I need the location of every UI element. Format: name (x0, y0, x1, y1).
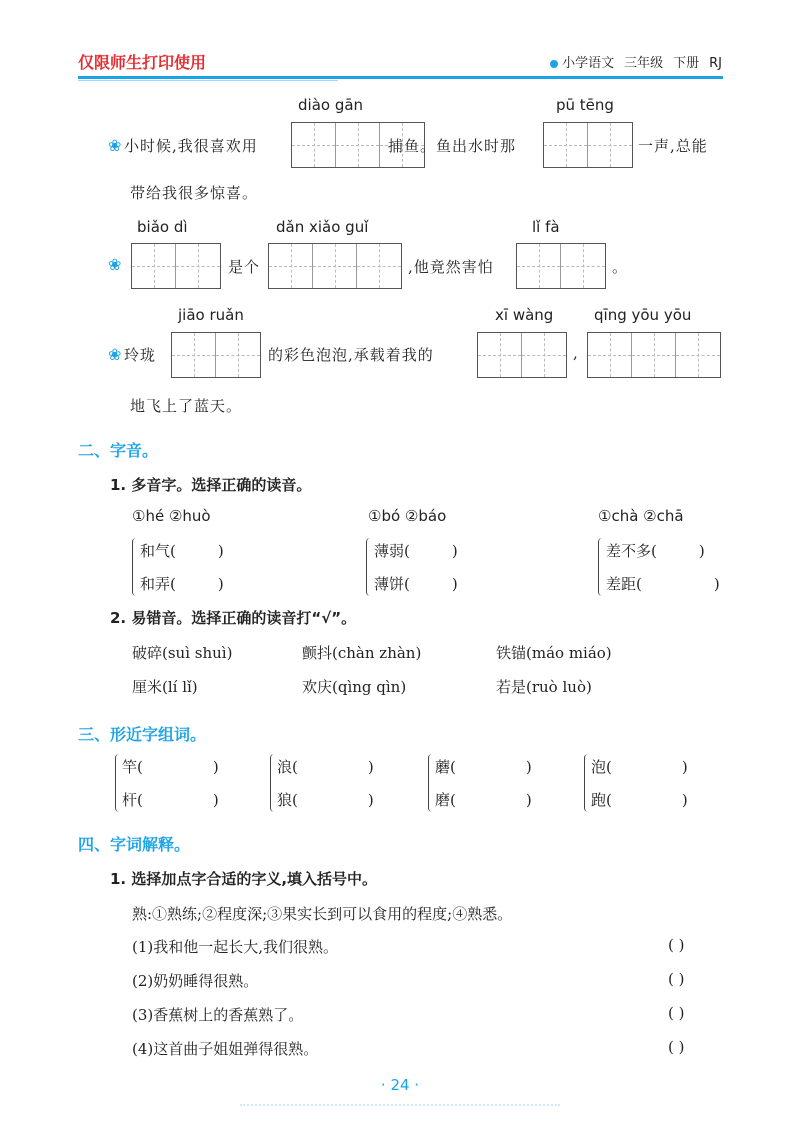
header-term: 下册 (673, 56, 700, 71)
page-number: · 24 · (380, 1076, 420, 1094)
row2-text-b: ,他竟然害怕 (408, 258, 494, 276)
brace (584, 754, 591, 812)
sentence-1: (1)我和他一起长大,我们很熟。 (132, 938, 339, 956)
bullet-icon (550, 60, 558, 68)
brace (366, 538, 373, 596)
answer-paren-4[interactable]: ( ) (668, 1038, 685, 1056)
answer-grid-puteng[interactable] (543, 122, 633, 168)
answer-grid-qingyouyou[interactable] (587, 332, 721, 378)
brace (598, 538, 605, 596)
footer-decoration (240, 1104, 560, 1110)
word-mo2: 磨( ) (435, 791, 532, 809)
header-watermark: 仅限师生打印使用 (78, 53, 207, 72)
question-2-1: 1. 多音字。选择正确的读音。 (110, 476, 312, 494)
row1-text-b: 捕鱼。鱼出水时那 (388, 137, 517, 155)
word-mo: 蘑( ) (435, 758, 532, 776)
word-baobing: 薄饼( ) (374, 575, 458, 593)
answer-paren-2[interactable]: ( ) (668, 970, 685, 988)
row1-text-a: ❀ 小时候,我很喜欢用 (108, 136, 258, 155)
row3-text-c: , (573, 344, 579, 362)
answer-grid-jiaoruan[interactable] (171, 332, 261, 378)
header-edition: RJ (709, 56, 722, 71)
row2-text-a: 是个 (228, 258, 261, 276)
header-subject: 小学语文 (562, 56, 615, 71)
sentence-3: (3)香蕉树上的香蕉熟了。 (132, 1006, 304, 1024)
item-ruoshi[interactable]: 若是(ruò luò) (496, 678, 592, 696)
pinyin-lifa: lǐ fà (532, 218, 560, 236)
brace (270, 754, 277, 812)
word-gan2: 杆( ) (122, 791, 219, 809)
pinyin-xiwang: xī wàng (495, 306, 554, 324)
item-tiemao[interactable]: 铁锚(máo miáo) (496, 644, 612, 662)
header-info (540, 52, 722, 71)
word-chabuduo: 差不多( ) (606, 542, 705, 560)
answer-paren-1[interactable]: ( ) (668, 936, 685, 954)
word-pao2: 跑( ) (591, 791, 688, 809)
header-divider-thin (78, 80, 338, 81)
header-divider (78, 76, 723, 79)
word-lang2: 狼( ) (277, 791, 374, 809)
options-group-2: ①bó ②báo (368, 507, 447, 525)
word-gan: 竿( ) (122, 758, 219, 776)
section-title-4: 四、字词解释。 (78, 835, 191, 854)
flower-icon: ❀ (108, 345, 123, 364)
flower-icon: ❀ (108, 136, 123, 155)
row3-text-a: ❀ 玲珑 (108, 345, 157, 364)
item-limi[interactable]: 厘米(lí lǐ) (132, 678, 198, 696)
pinyin-qingyouyou: qīng yōu yōu (594, 306, 692, 324)
row1-text-c: 一声,总能 (638, 137, 708, 155)
pinyin-jiaoruan: jiāo ruǎn (178, 306, 244, 324)
item-posui[interactable]: 破碎(suì shuì) (132, 644, 233, 662)
brace (132, 538, 139, 596)
word-baoruo: 薄弱( ) (374, 542, 458, 560)
answer-grid-danxiaogui[interactable] (268, 243, 402, 289)
item-chandou[interactable]: 颤抖(chàn zhàn) (302, 644, 422, 662)
section-title-3: 三、形近字组词。 (78, 725, 207, 744)
word-chaju: 差距( ) (606, 575, 720, 593)
answer-grid-lifa[interactable] (516, 243, 606, 289)
row3-text-b: 的彩色泡泡,承载着我的 (268, 346, 434, 364)
pinyin-biaodi: biǎo dì (137, 218, 188, 236)
word-pao: 泡( ) (591, 758, 688, 776)
options-group-1: ①hé ②huò (132, 507, 211, 525)
pinyin-danxiaogui: dǎn xiǎo guǐ (276, 218, 369, 236)
pinyin-diaogan: diào gān (298, 96, 364, 114)
pinyin-puteng: pū tēng (556, 96, 614, 114)
answer-grid-xiwang[interactable] (477, 332, 567, 378)
options-group-3: ①chà ②chā (598, 507, 684, 525)
header-grade: 三年级 (624, 56, 664, 71)
definition-shu: 熟:①熟练;②程度深;③果实长到可以食用的程度;④熟悉。 (132, 905, 513, 923)
section-title-2: 二、字音。 (78, 441, 159, 460)
row3-text-d: 地飞上了蓝天。 (130, 397, 243, 415)
question-2-2: 2. 易错音。选择正确的读音打“√”。 (110, 609, 357, 627)
row1-text-d: 带给我很多惊喜。 (130, 184, 259, 202)
word-lang: 浪( ) (277, 758, 374, 776)
brace (115, 754, 122, 812)
word-heqi: 和气( ) (140, 542, 224, 560)
sentence-2: (2)奶奶睡得很熟。 (132, 972, 259, 990)
row2-text-c: 。 (612, 258, 629, 276)
brace (428, 754, 435, 812)
question-4-1: 1. 选择加点字合适的字义,填入括号中。 (110, 870, 378, 888)
answer-grid-biaodi[interactable] (131, 243, 221, 289)
sentence-4: (4)这首曲子姐姐弹得很熟。 (132, 1040, 319, 1058)
item-huanqing[interactable]: 欢庆(qìng qìn) (302, 678, 407, 696)
word-henong: 和弄( ) (140, 575, 224, 593)
flower-icon: ❀ (108, 255, 122, 274)
answer-paren-3[interactable]: ( ) (668, 1004, 685, 1022)
